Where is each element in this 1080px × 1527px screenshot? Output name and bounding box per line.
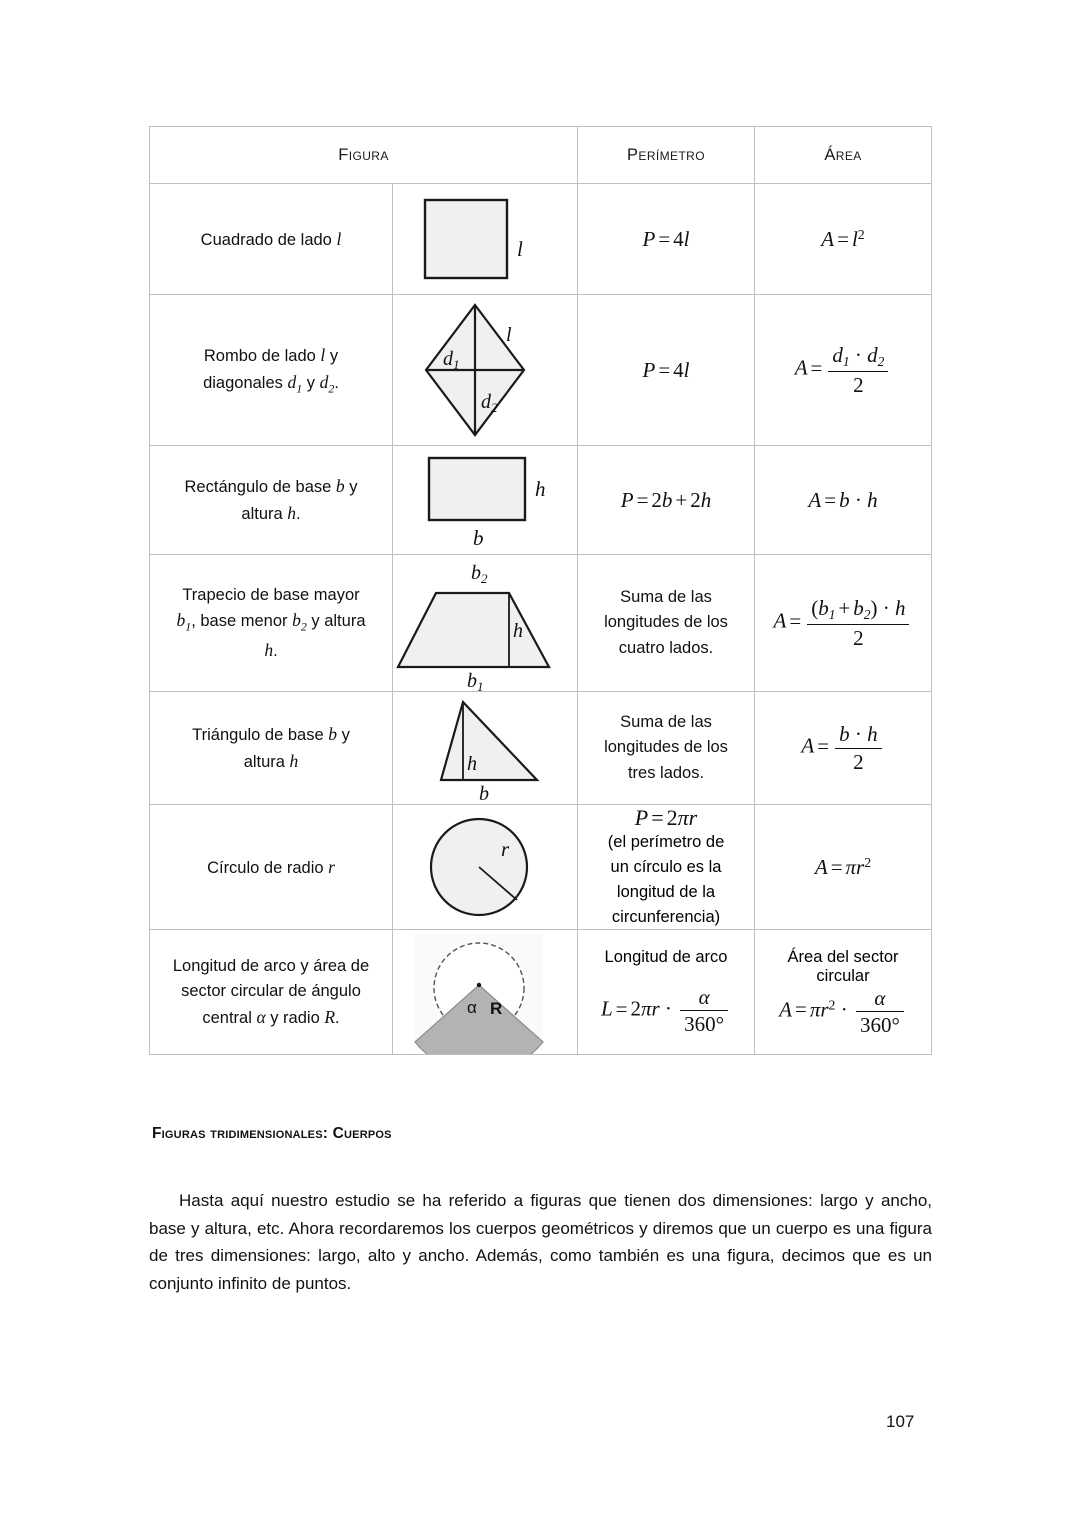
table-row [150, 446, 932, 555]
area-sector: Área del sector circular $A = \pi r^2$ · $\frac{\alpha}{360^\circ}$ [755, 930, 932, 1055]
arc-length-sector: Longitud de arco L = 2πr · $\frac{\alpha}{360^\circ}$ [578, 930, 755, 1055]
label-d2: $d_2$ [481, 391, 498, 415]
figure-cell-trapecio [393, 555, 578, 692]
area-circulo: $A = \pi r^2$ [755, 805, 932, 930]
table-row [150, 692, 932, 805]
area-triangulo: A = $\frac{b \cdot h}{2}$ [755, 692, 932, 805]
square-figure [393, 184, 578, 294]
rectangle-figure [393, 446, 578, 554]
figure-cell-circulo [393, 805, 578, 930]
page-number: 107 [886, 1412, 915, 1431]
triangle-figure [393, 692, 578, 804]
table-row [150, 295, 932, 446]
area-rectangulo: A = b · h [755, 446, 932, 555]
circle-figure [393, 806, 578, 928]
area-trapecio: A = $\frac{(b_1 + b_2) \cdot h}{2}$ [755, 555, 932, 692]
figure-cell-rombo [393, 295, 578, 446]
label-alpha: α [467, 998, 477, 1018]
figure-cell-sector [393, 930, 578, 1055]
trapezoid-figure [393, 555, 578, 691]
row-name-triangulo: Triángulo de base b y altura h [150, 692, 393, 805]
row-name-sector: Longitud de arco y área de sector circular de ángulo central α y radio R. [150, 930, 393, 1055]
row-name-rectangulo: Rectángulo de base b y altura h. [150, 446, 393, 555]
perimeter-trapecio: Suma de las longitudes de los cuatro lados. [578, 555, 755, 692]
area-rombo: A = $\frac{d_1 \cdot d_2}{2}$ [755, 295, 932, 446]
perimeter-circulo: P = 2πr (el perímetro de un círculo es la longitud de la circunferencia) [578, 805, 755, 930]
row-name-trapecio: Trapecio de base mayor $b_1$, base menor $b_2$ y altura h. [150, 555, 393, 692]
table-header-row [150, 127, 932, 184]
label-h: h [467, 753, 477, 775]
label-l: l [517, 237, 523, 261]
label-R: R [490, 999, 503, 1019]
label-b2: $b_2$ [471, 562, 488, 586]
perimeter-rectangulo: P = 2b + 2h [578, 446, 755, 555]
label-h: h [535, 477, 546, 501]
header-figura: Figura [150, 127, 578, 184]
geometry-formulas-table [149, 126, 932, 1055]
row-name-circulo: Círculo de radio r [150, 805, 393, 930]
section-paragraph: Hasta aquí nuestro estudio se ha referido a figuras que tienen dos dimensiones: largo y ancho, base y altura, etc. Ahora recordaremos los cuerpos geométricos y diremos que un cuerpo es una figura de tres dimensiones: largo, alto y ancho. Además, como también es una figura, decimos que es un conjunto infinito de puntos. [149, 1191, 932, 1293]
table-row [150, 184, 932, 295]
figure-cell-triangulo [393, 692, 578, 805]
row-name-cuadrado: Cuadrado de lado l [150, 184, 393, 295]
perimeter-cuadrado: P = 4l [578, 184, 755, 295]
label-r: r [501, 837, 510, 862]
section-heading: Figuras tridimensionales: Cuerpos [152, 1125, 392, 1142]
table-row [150, 555, 932, 692]
rhombus-figure [393, 295, 578, 445]
label-d1: $d_1$ [443, 348, 460, 372]
row-name-rombo: Rombo de lado l y diagonales $d_1$ y $d_2$. [150, 295, 393, 446]
circular-sector-figure [393, 930, 578, 1054]
table-row [150, 930, 932, 1055]
label-h: h [513, 620, 523, 642]
label-l: l [506, 324, 512, 346]
label-b: b [473, 526, 484, 550]
label-b: b [479, 783, 489, 804]
header-area: Área [755, 127, 932, 184]
perimeter-triangulo: Suma de las longitudes de los tres lados. [578, 692, 755, 805]
figure-cell-rectangulo [393, 446, 578, 555]
table-row [150, 805, 932, 930]
header-perimetro: Perímetro [578, 127, 755, 184]
perimeter-rombo: P = 4l [578, 295, 755, 446]
label-b1: $b_1$ [467, 670, 484, 691]
figure-cell-cuadrado [393, 184, 578, 295]
area-cuadrado: $A = l^2$ [755, 184, 932, 295]
